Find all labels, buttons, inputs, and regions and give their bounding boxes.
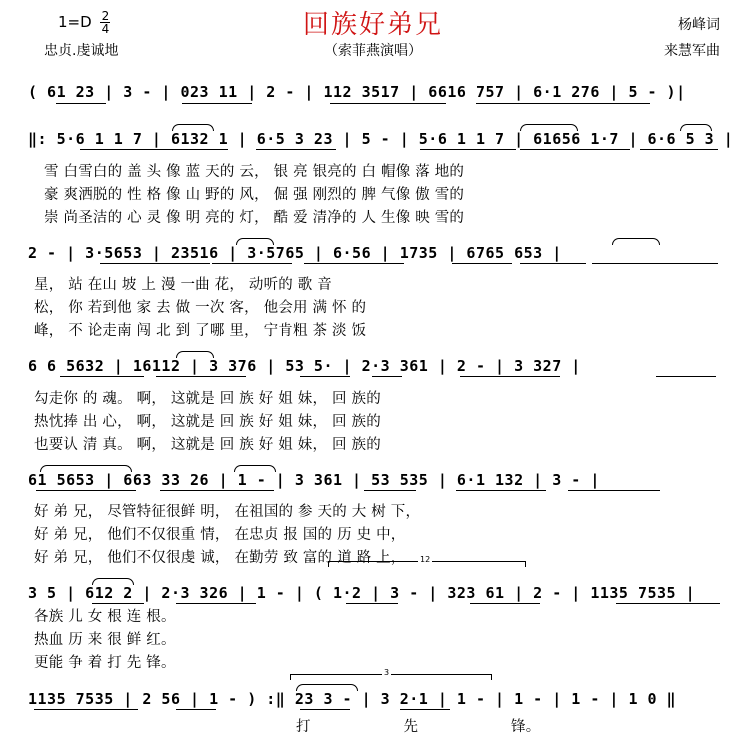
beam-underline [160,490,274,491]
beam-underline [420,149,516,150]
beam-underline [304,263,404,264]
beam-underline [452,263,512,264]
beam-underline [470,603,540,604]
beam-underline [460,376,560,377]
beam-underline [476,103,566,104]
notation-line-7: 1135 7535 | 2 56 | 1 - ) :‖ 23 3 - | 3 2·1 | 1 - | 1 - | 1 - | 1 0 ‖ [28,690,677,708]
singer-credit: （索菲燕演唱） [324,43,422,59]
slur [234,465,276,472]
lyric-verse-3: 也要认 清 真。 啊， 这就是 回 族 好 姐 妹， 回 族的 [34,437,381,453]
time-bottom: 4 [101,22,110,36]
key-label: 1=D [58,13,92,31]
beam-underline [520,149,630,150]
beam-underline [330,103,446,104]
notation-line-4: 6 6 5632 | 16112 | 3 376 | 53 5· | 2·3 361 | 2 - | 3 327 | [28,357,581,375]
beam-underline [346,603,398,604]
tuplet-number: 12 [420,555,431,564]
slur [40,465,132,472]
lyric-ending: 打 先 锋。 [296,719,541,735]
beam-underline [400,709,450,710]
lyric-verse-2: 豪 爽洒脱的 性 格 像 山 野的 风， 倔 强 刚烈的 脾 气像 傲 雪的 [44,187,465,203]
slur [680,124,712,131]
beam-underline [156,376,246,377]
beam-underline [212,263,292,264]
beam-underline [592,263,718,264]
beam-underline [256,149,336,150]
time-top: 2 [101,9,110,23]
beam-underline [36,490,136,491]
lyric-verse-1: 星， 站 在山 坡 上 漫 一曲 花， 动听的 歌 音 [34,277,332,293]
lyric-verse-2: 热血 历 来 很 鲜 红。 [34,632,176,648]
lyric-verse-3: 更能 争 着 打 先 锋。 [34,655,176,671]
lyric-verse-3: 崇 尚圣洁的 心 灵 像 明 亮的 灯， 酷 爱 清净的 人 生像 映 雪的 [44,210,465,226]
slur [172,124,214,131]
slur [296,684,358,691]
lyric-verse-1: 勾走你 的 魂。 啊， 这就是 回 族 好 姐 妹， 回 族的 [34,391,381,407]
slur [176,351,214,358]
slur [520,124,578,131]
beam-underline [616,603,720,604]
beam-underline [34,709,138,710]
expression-mark: 忠贞.虔诚地 [44,43,119,59]
beam-underline [520,263,586,264]
beam-underline [100,263,210,264]
lyric-verse-3: 好 弟 兄， 他们不仅很虔 诚， 在勤劳 致 富的 道 路 上， [34,550,406,566]
beam-underline [176,709,216,710]
beam-underline [56,103,106,104]
lyric-verse-3: 峰， 不 论走南 闯 北 到 了哪 里， 宁肯粗 茶 淡 饭 [34,323,367,339]
lyric-verse-2: 好 弟 兄， 他们不仅很重 情， 在忠贞 报 国的 历 史 中， [34,527,406,543]
beam-underline [182,103,252,104]
song-title: 回族好弟兄 [302,10,443,40]
beam-underline [640,149,718,150]
beam-underline [300,709,350,710]
beam-underline [364,490,416,491]
beam-underline [568,490,660,491]
tuplet-number: 3 [384,668,390,677]
lyricist-credit: 杨峰词 [678,17,720,33]
slur [92,578,134,585]
lyric-verse-1: 好 弟 兄， 尽管特征很鲜 明， 在祖国的 参 天的 大 树 下， [34,504,421,520]
beam-underline [372,376,402,377]
beam-underline [80,149,170,150]
beam-underline [456,490,546,491]
beam-underline [300,376,350,377]
lyric-verse-2: 松， 你 若到他 家 去 做 一次 客， 他会用 满 怀 的 [34,300,367,316]
lyric-verse-1: 雪 白雪白的 盖 头 像 蓝 天的 云， 银 亮 银亮的 白 帽像 落 地的 [44,164,465,180]
notation-line-5: 61 5653 | 663 33 26 | 1 - | 3 361 | 53 535 | 6·1 132 | 3 - | [28,471,600,489]
slur [236,238,274,245]
lyric-verse-2: 热忱捧 出 心， 啊， 这就是 回 族 好 姐 妹， 回 族的 [34,414,381,430]
composer-credit: 来慧军曲 [664,43,720,59]
lyric-verse-1: 各族 儿 女 根 连 根。 [34,609,176,625]
beam-underline [92,603,144,604]
beam-underline [656,376,716,377]
slur [612,238,660,245]
notation-line-3: 2 - | 3·5653 | 23516 | 3·5765 | 6·56 | 1735 | 6765 653 | [28,244,562,262]
beam-underline [560,103,650,104]
notation-line-1: ( 61 23 | 3 - | 023 11 | 2 - | 112 3517 | 6616 757 | 6·1 276 | 5 - )| [28,83,686,101]
notation-line-2: ‖: 5·6 1 1 7 | 6132 1 | 6·5 3 23 | 5 - | 5·6 1 1 7 | 61656 1·7 | 6·6 5 3 | [28,130,734,148]
beam-underline [60,376,144,377]
beam-underline [168,149,228,150]
notation-line-6: 3 5 | 612 2 | 2·3 326 | 1 - | ( 1·2 | 3 - | 323 61 | 2 - | 1135 7535 | [28,584,696,602]
beam-underline [176,603,256,604]
